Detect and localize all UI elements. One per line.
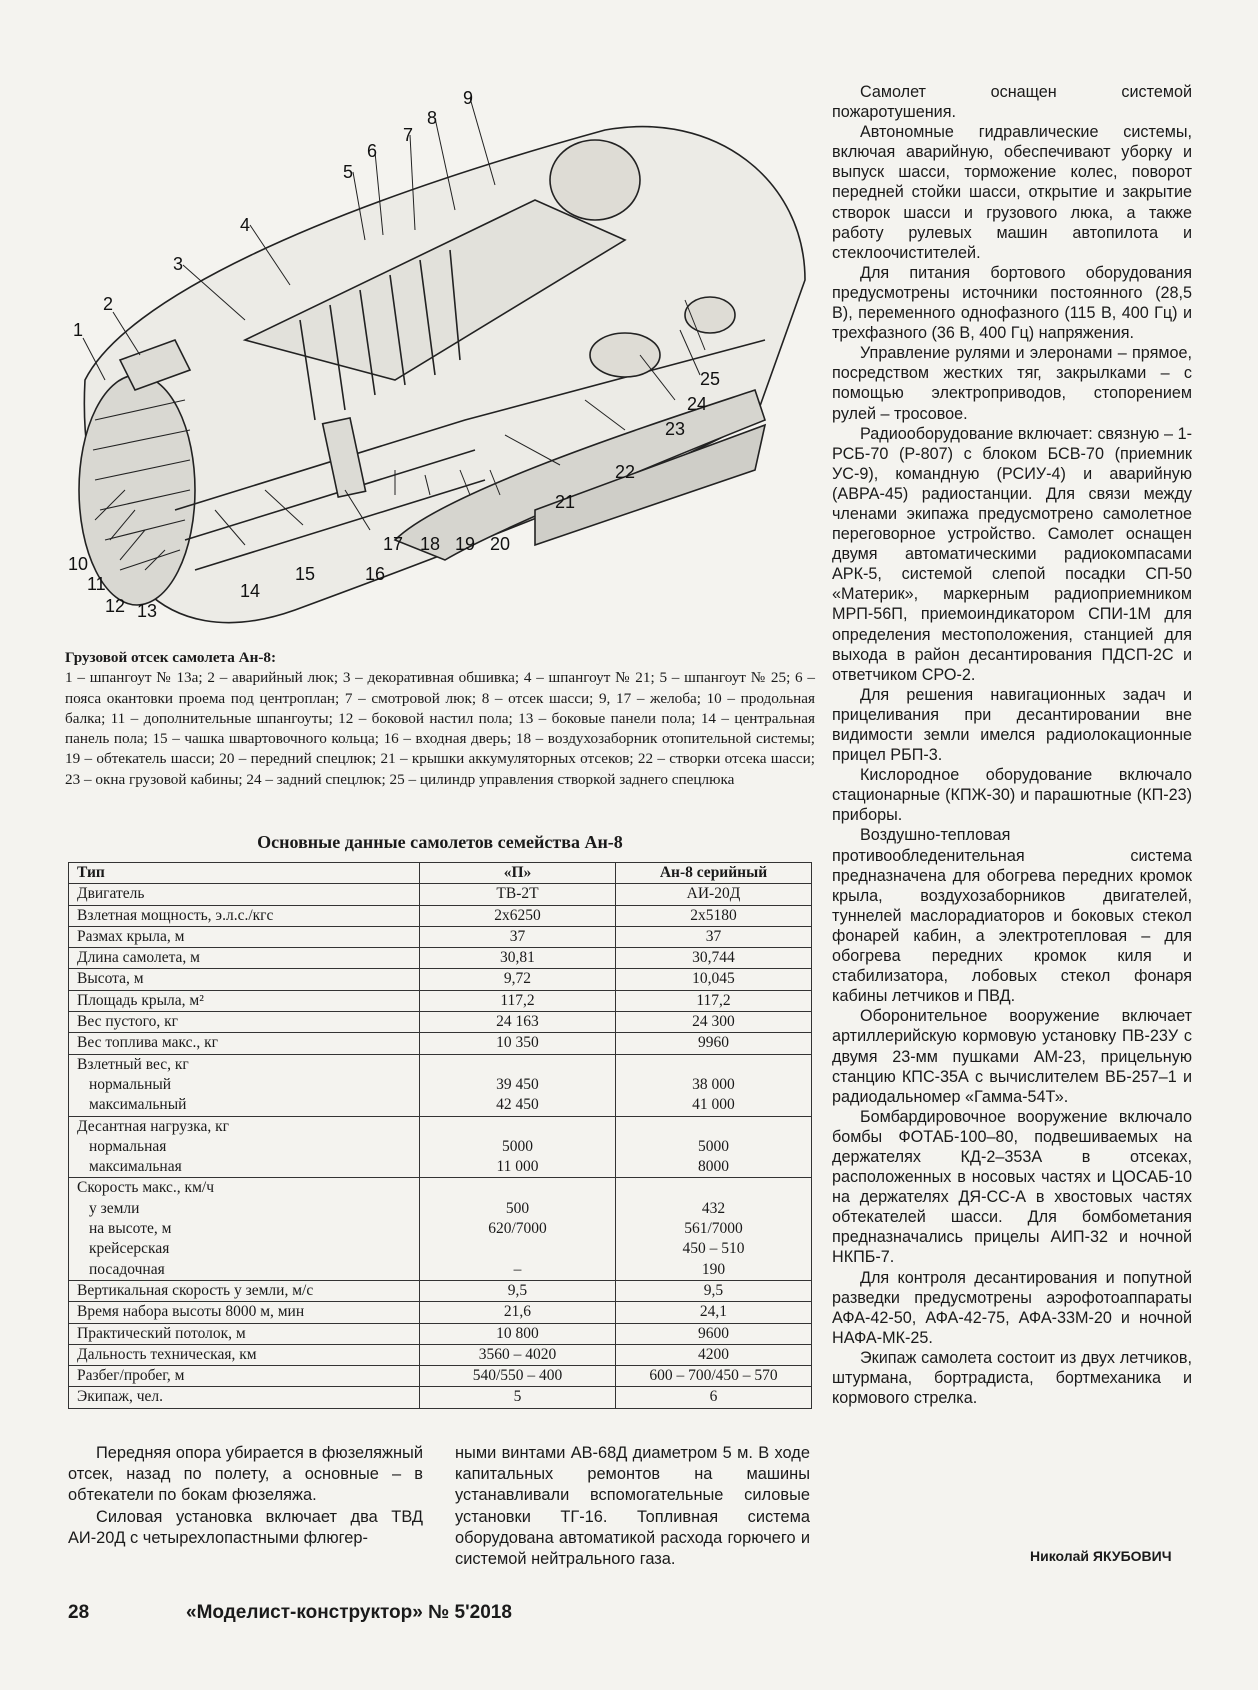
figure-label: 22 (615, 462, 636, 482)
cell-p (420, 1178, 616, 1280)
value: 5000 (501, 1137, 533, 1155)
cell-p: 3560 – 4020 (420, 1344, 616, 1365)
figure-label: 14 (240, 581, 261, 601)
param-sub: нормальная (89, 1137, 167, 1155)
figure-label: 3 (173, 254, 184, 274)
cell-serial: 37 (615, 926, 811, 947)
specifications-table (68, 862, 812, 1409)
table-row (69, 1344, 812, 1365)
cell-serial: 600 – 700/450 – 570 (615, 1366, 811, 1387)
param-head: Взлетный вес, кг (77, 1055, 189, 1073)
figure-label: 17 (383, 534, 404, 554)
figure-caption (65, 648, 815, 790)
cell-param: Вес пустого, кг (69, 1012, 420, 1033)
text-column-right (832, 82, 1192, 1408)
table-header-type: Тип (69, 863, 420, 884)
table-header-serial: Ан-8 серийный (615, 863, 811, 884)
cell-p: 21,6 (420, 1302, 616, 1323)
cell-p: 5 (420, 1387, 616, 1408)
figure-label: 1 (73, 320, 84, 340)
table-row (69, 969, 812, 990)
figure-label: 15 (295, 564, 316, 584)
param-sub: максимальная (89, 1158, 182, 1176)
caption-title: Грузовой отсек самолета Ан-8: (65, 649, 277, 666)
cell-serial: АИ-20Д (615, 884, 811, 905)
cell-p: 37 (420, 926, 616, 947)
cell-param: Длина самолета, м (69, 948, 420, 969)
table-row (69, 948, 812, 969)
table-row (69, 1012, 812, 1033)
figure-label: 18 (420, 534, 441, 554)
cell-p (420, 1116, 616, 1178)
cell-serial: 10,045 (615, 969, 811, 990)
cell-param: Разбег/пробег, м (69, 1366, 420, 1387)
value: 8000 (697, 1158, 729, 1176)
param-sub: у земли (89, 1199, 140, 1217)
figure-label: 2 (103, 294, 114, 314)
cell-p: ТВ-2Т (420, 884, 616, 905)
cell-serial (615, 1116, 811, 1178)
table-row (69, 926, 812, 947)
table-row (69, 1302, 812, 1323)
paragraph: Автономные гидравлические системы, включая аварийную, обеспечивают уборку и выпуск шасси, торможение колес, поворот передней стойки шасси, открытие и закрытие створок шасси и грузового люка, а также работу рулевых машин автопилота и стеклоочистителей. (832, 123, 1192, 262)
value: – (513, 1260, 522, 1278)
text-column-middle (455, 1443, 810, 1570)
cell-param: Размах крыла, м (69, 926, 420, 947)
figure-label: 25 (700, 369, 721, 389)
table-row (69, 1323, 812, 1344)
figure-label: 23 (665, 419, 686, 439)
cell-p: 2x6250 (420, 905, 616, 926)
figure-label: 13 (137, 601, 158, 621)
param-sub: нормальный (89, 1075, 172, 1093)
cell-param: Двигатель (69, 884, 420, 905)
paragraph: Воздушно-тепловая противообледенительная система предназначена для обогрева передних кромок крыла, воздухозаборников двигателей, туннелей маслорадиаторов и боковых стекол фонарей кабин, а электротепловая – для обогрева передних кромок киля и стабилизатора, лобовых стекол фонаря кабины летчиков и ПВД. (832, 826, 1192, 1006)
text-column-left (68, 1443, 423, 1549)
table-row (69, 1116, 812, 1178)
table-title: Основные данные самолетов семейства Ан-8 (257, 832, 623, 852)
cell-p: 9,72 (420, 969, 616, 990)
cell-serial: 9,5 (615, 1280, 811, 1301)
figure-label: 6 (367, 141, 378, 161)
figure-label: 5 (343, 162, 354, 182)
param-sub: крейсерская (89, 1240, 170, 1258)
cell-serial: 30,744 (615, 948, 811, 969)
table-header-row (69, 863, 812, 884)
cell-param: Взлетная мощность, э.л.с./кгс (69, 905, 420, 926)
cell-param: Время набора высоты 8000 м, мин (69, 1302, 420, 1323)
paragraph: Самолет оснащен системой пожаротушения. (832, 83, 1192, 122)
paragraph: Силовая установка включает два ТВД АИ-20Д с четырехлопастными флюгер- (68, 1507, 423, 1547)
cell-p: 9,5 (420, 1280, 616, 1301)
figure-label: 4 (240, 215, 251, 235)
paragraph: ными винтами АВ-68Д диаметром 5 м. В ходе капитальных ремонтов на машины устанавливали вспомогательные силовые установки ТГ-16. Топливная система оборудована автоматикой расхода горючего и системой нейтрального газа. (455, 1444, 810, 1569)
cell-serial (615, 1178, 811, 1280)
figure-label: 19 (455, 534, 476, 554)
value: 39 450 (496, 1075, 539, 1093)
cell-serial: 24 300 (615, 1012, 811, 1033)
cell-param (69, 1178, 420, 1280)
value: 450 – 510 (682, 1240, 745, 1258)
cell-p: 10 350 (420, 1033, 616, 1054)
cell-serial: 4200 (615, 1344, 811, 1365)
table-row (69, 1054, 812, 1116)
figure-label: 7 (403, 125, 414, 145)
cell-p: 117,2 (420, 990, 616, 1011)
paragraph: Для решения навигационных задач и прицеливания при десантировании вне видимости земли имелся радиолокационные прицел РБП-3. (832, 685, 1192, 765)
table-row (69, 990, 812, 1011)
figure-label: 20 (490, 534, 511, 554)
cell-param: Высота, м (69, 969, 420, 990)
paragraph: Бомбардировочное вооружение включало бомбы ФОТАБ-100–80, подвешиваемых на держателях КД-2–353А в отсеках, расположенных в носовых частях и ЦОСАБ-10 на держателях ДЯ-СС-А в хвостовых частях обтекателей шасси. Для бомбометания предназначались прицелы АИП-32 и ночной НКПБ-7. (832, 1107, 1192, 1267)
param-head: Скорость макс., км/ч (77, 1179, 214, 1197)
cell-serial: 9960 (615, 1033, 811, 1054)
paragraph: Радиооборудование включает: связную – 1-РСБ-70 (Р-807) с блоком БСВ-70 (приемник УС-9), командную (РСИУ-4) и аварийную (АВРА-45) радиостанции. Для связи между членами экипажа предусмотрено самолетное переговорное устройство. Самолет оснащен двумя автоматическими радиокомпасами АРК-5, системой слепой посадки СП-50 «Материк», маркерным радиоприемником МРП-56П, приемоиндикатором СПИ-1М для определения местоположения, станцией для выхода в район десантирования ПДСП-2С и ответчиком СРО-2. (832, 424, 1192, 684)
cell-serial (615, 1054, 811, 1116)
cell-param: Экипаж, чел. (69, 1387, 420, 1408)
figure-label: 16 (365, 564, 386, 584)
value: 561/7000 (684, 1220, 743, 1238)
cell-param: Дальность техническая, км (69, 1344, 420, 1365)
table-row (69, 884, 812, 905)
value: 620/7000 (488, 1220, 547, 1238)
cell-serial: 2x5180 (615, 905, 811, 926)
paragraph: Для контроля десантирования и попутной разведки предусмотрены аэрофотоаппараты АФА-42-50, АФА-42-75, АФА-33М-20 и ночной НАФА-МК-25. (832, 1268, 1192, 1347)
figure-label: 8 (427, 108, 438, 128)
cell-p: 540/550 – 400 (420, 1366, 616, 1387)
cell-p (420, 1054, 616, 1116)
cargo-compartment-drawing (65, 90, 815, 635)
paragraph: Управление рулями и элеронами – прямое, посредством жестких тяг, закрылками – с помощью электроприводов, стопорением рулей – тросовое. (832, 344, 1192, 423)
paragraph: Оборонительное вооружение включает артиллерийскую кормовую установку ПВ-23У с двумя 23-мм пушками АМ-23, прицельную станцию КПС-35А с вычислителем ВБ-257–1 и радиодальномер «Гамма-54Т». (832, 1007, 1192, 1106)
figure-label: 9 (463, 90, 474, 108)
table-row (69, 1178, 812, 1280)
cell-p: 10 800 (420, 1323, 616, 1344)
paragraph: Кислородное оборудование включало стационарные (КПЖ-30) и парашютные (КП-23) приборы. (832, 766, 1192, 825)
param-sub: на высоте, м (89, 1220, 172, 1238)
param-sub: максимальный (89, 1096, 187, 1114)
cell-serial: 9600 (615, 1323, 811, 1344)
figure-label: 12 (105, 596, 126, 616)
cell-param: Вертикальная скорость у земли, м/с (69, 1280, 420, 1301)
value: 42 450 (496, 1096, 539, 1114)
value: 11 000 (496, 1158, 539, 1176)
cell-param (69, 1116, 420, 1178)
table-header-p: «П» (420, 863, 616, 884)
journal-footer: «Моделист-конструктор» № 5'2018 (186, 1602, 512, 1623)
paragraph: Передняя опора убирается в фюзеляжный отсек, назад по полету, а основные – в обтекатели по бокам фюзеляжа. (68, 1444, 423, 1505)
figure-label: 21 (555, 492, 576, 512)
table-row (69, 1387, 812, 1408)
table-row (69, 1366, 812, 1387)
caption-text: 1 – шпангоут № 13а; 2 – аварийный люк; 3 – декоративная обшивка; 4 – шпангоут № 21; 5 – шпангоут № 25; 6 – пояса окантовки проема под центроплан; 7 – смотровой люк; 8 – отсек шасси; 9, 17 – желоба; 10 – продольная балка; 11 – дополнительные шпангоуты; 12 – боковой настил пола; 13 – боковые панели пола; 14 – центральная панель пола; 15 – чашка швартовочного кольца; 16 – входная дверь; 18 – воздухозаборник отопительной системы; 19 – обтекатель шасси; 20 – передний спецлюк; 21 – крышки аккумуляторных отсеков; 22 – створки отсека шасси; 23 – окна грузовой кабины; 24 – задний спецлюк; 25 – цилиндр управления створкой заднего спецлюка (65, 669, 815, 788)
paragraph: Экипаж самолета состоит из двух летчиков, штурмана, бортрадиста, бортмеханика и кормового стрелка. (832, 1348, 1192, 1408)
cell-serial: 117,2 (615, 990, 811, 1011)
cell-param: Вес топлива макс., кг (69, 1033, 420, 1054)
value: 190 (701, 1260, 726, 1278)
cell-serial: 24,1 (615, 1302, 811, 1323)
author-name: Николай ЯКУБОВИЧ (1030, 1548, 1172, 1564)
value: 41 000 (692, 1096, 735, 1114)
page-number: 28 (68, 1602, 90, 1623)
cell-p: 24 163 (420, 1012, 616, 1033)
cell-param: Практический потолок, м (69, 1323, 420, 1344)
cell-serial: 6 (615, 1387, 811, 1408)
figure-label: 10 (68, 554, 89, 574)
value: 38 000 (692, 1075, 735, 1093)
value: 500 (505, 1199, 530, 1217)
paragraph: Для питания бортового оборудования предусмотрены источники постоянного (28,5 В), переменного однофазного (115 В, 400 Гц) и трехфазного (36 В, 400 Гц) напряжения. (832, 263, 1192, 343)
cell-param: Площадь крыла, м² (69, 990, 420, 1011)
table-row (69, 1280, 812, 1301)
value: 5000 (697, 1137, 729, 1155)
cell-p: 30,81 (420, 948, 616, 969)
param-head: Десантная нагрузка, кг (77, 1117, 229, 1135)
figure-label: 24 (687, 394, 708, 414)
cell-param (69, 1054, 420, 1116)
param-sub: посадочная (89, 1260, 165, 1278)
table-row (69, 905, 812, 926)
figure-label: 11 (87, 574, 106, 594)
value: 432 (701, 1199, 726, 1217)
table-row (69, 1033, 812, 1054)
